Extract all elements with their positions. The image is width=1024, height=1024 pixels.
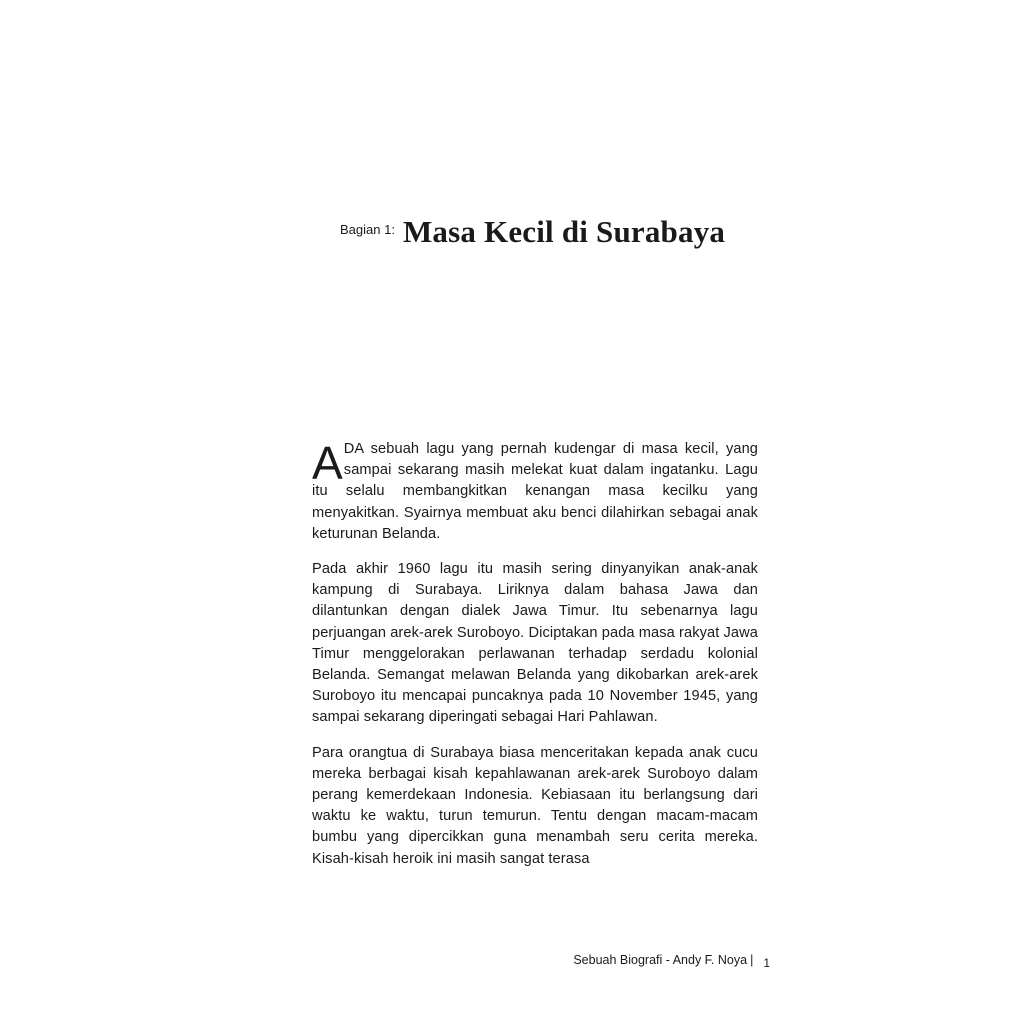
paragraph-2: Pada akhir 1960 lagu itu masih sering dinyanyikan anak-anak kampung di Surabaya. Liriknya dalam bahasa Jawa dan dilantunkan dengan dialek Jawa Timur. Itu sebenarnya lagu perjuangan arek-arek Suroboyo. Diciptakan pada masa rakyat Jawa Timur menggelorakan perlawanan terhadap serdadu kolonial Belanda. Semangat melawan Belanda yang dikobarkan arek-arek Suroboyo itu mencapai puncaknya pada 10 November 1945, yang sampai sekarang diperingati sebagai Hari Pahlawan.: [312, 561, 758, 726]
page-number: 1: [763, 956, 770, 970]
paragraph-1-text: DA sebuah lagu yang pernah kudengar di masa kecil, yang sampai sekarang masih melekat kuat dalam ingatanku. Lagu itu selalu membangkitkan kenangan masa kecilku yang menyakitkan. Syairnya membuat aku benci dilahirkan sebagai anak keturunan Belanda.: [312, 441, 758, 542]
paragraph-3: Para orangtua di Surabaya biasa menceritakan kepada anak cucu mereka berbagai kisah kepahlawanan arek-arek Suroboyo dalam perang kemerdekaan Indonesia. Kebiasaan itu berlangsung dari waktu ke waktu, turun temurun. Tentu dengan macam-macam bumbu yang dipercikkan guna menambah seru cerita mereka. Kisah-kisah heroik ini masih sangat terasa: [312, 744, 758, 867]
footer-book-title: Sebuah Biografi - Andy F. Noya: [573, 953, 748, 967]
chapter-heading: [340, 214, 800, 250]
chapter-label: Bagian 1:: [340, 222, 395, 237]
footer-separator: |: [750, 953, 754, 967]
body-text: [312, 439, 758, 884]
page-footer: [540, 953, 770, 970]
drop-cap: A: [312, 437, 343, 489]
paragraph-1: [312, 439, 758, 545]
chapter-title: Masa Kecil di Surabaya: [402, 214, 726, 249]
